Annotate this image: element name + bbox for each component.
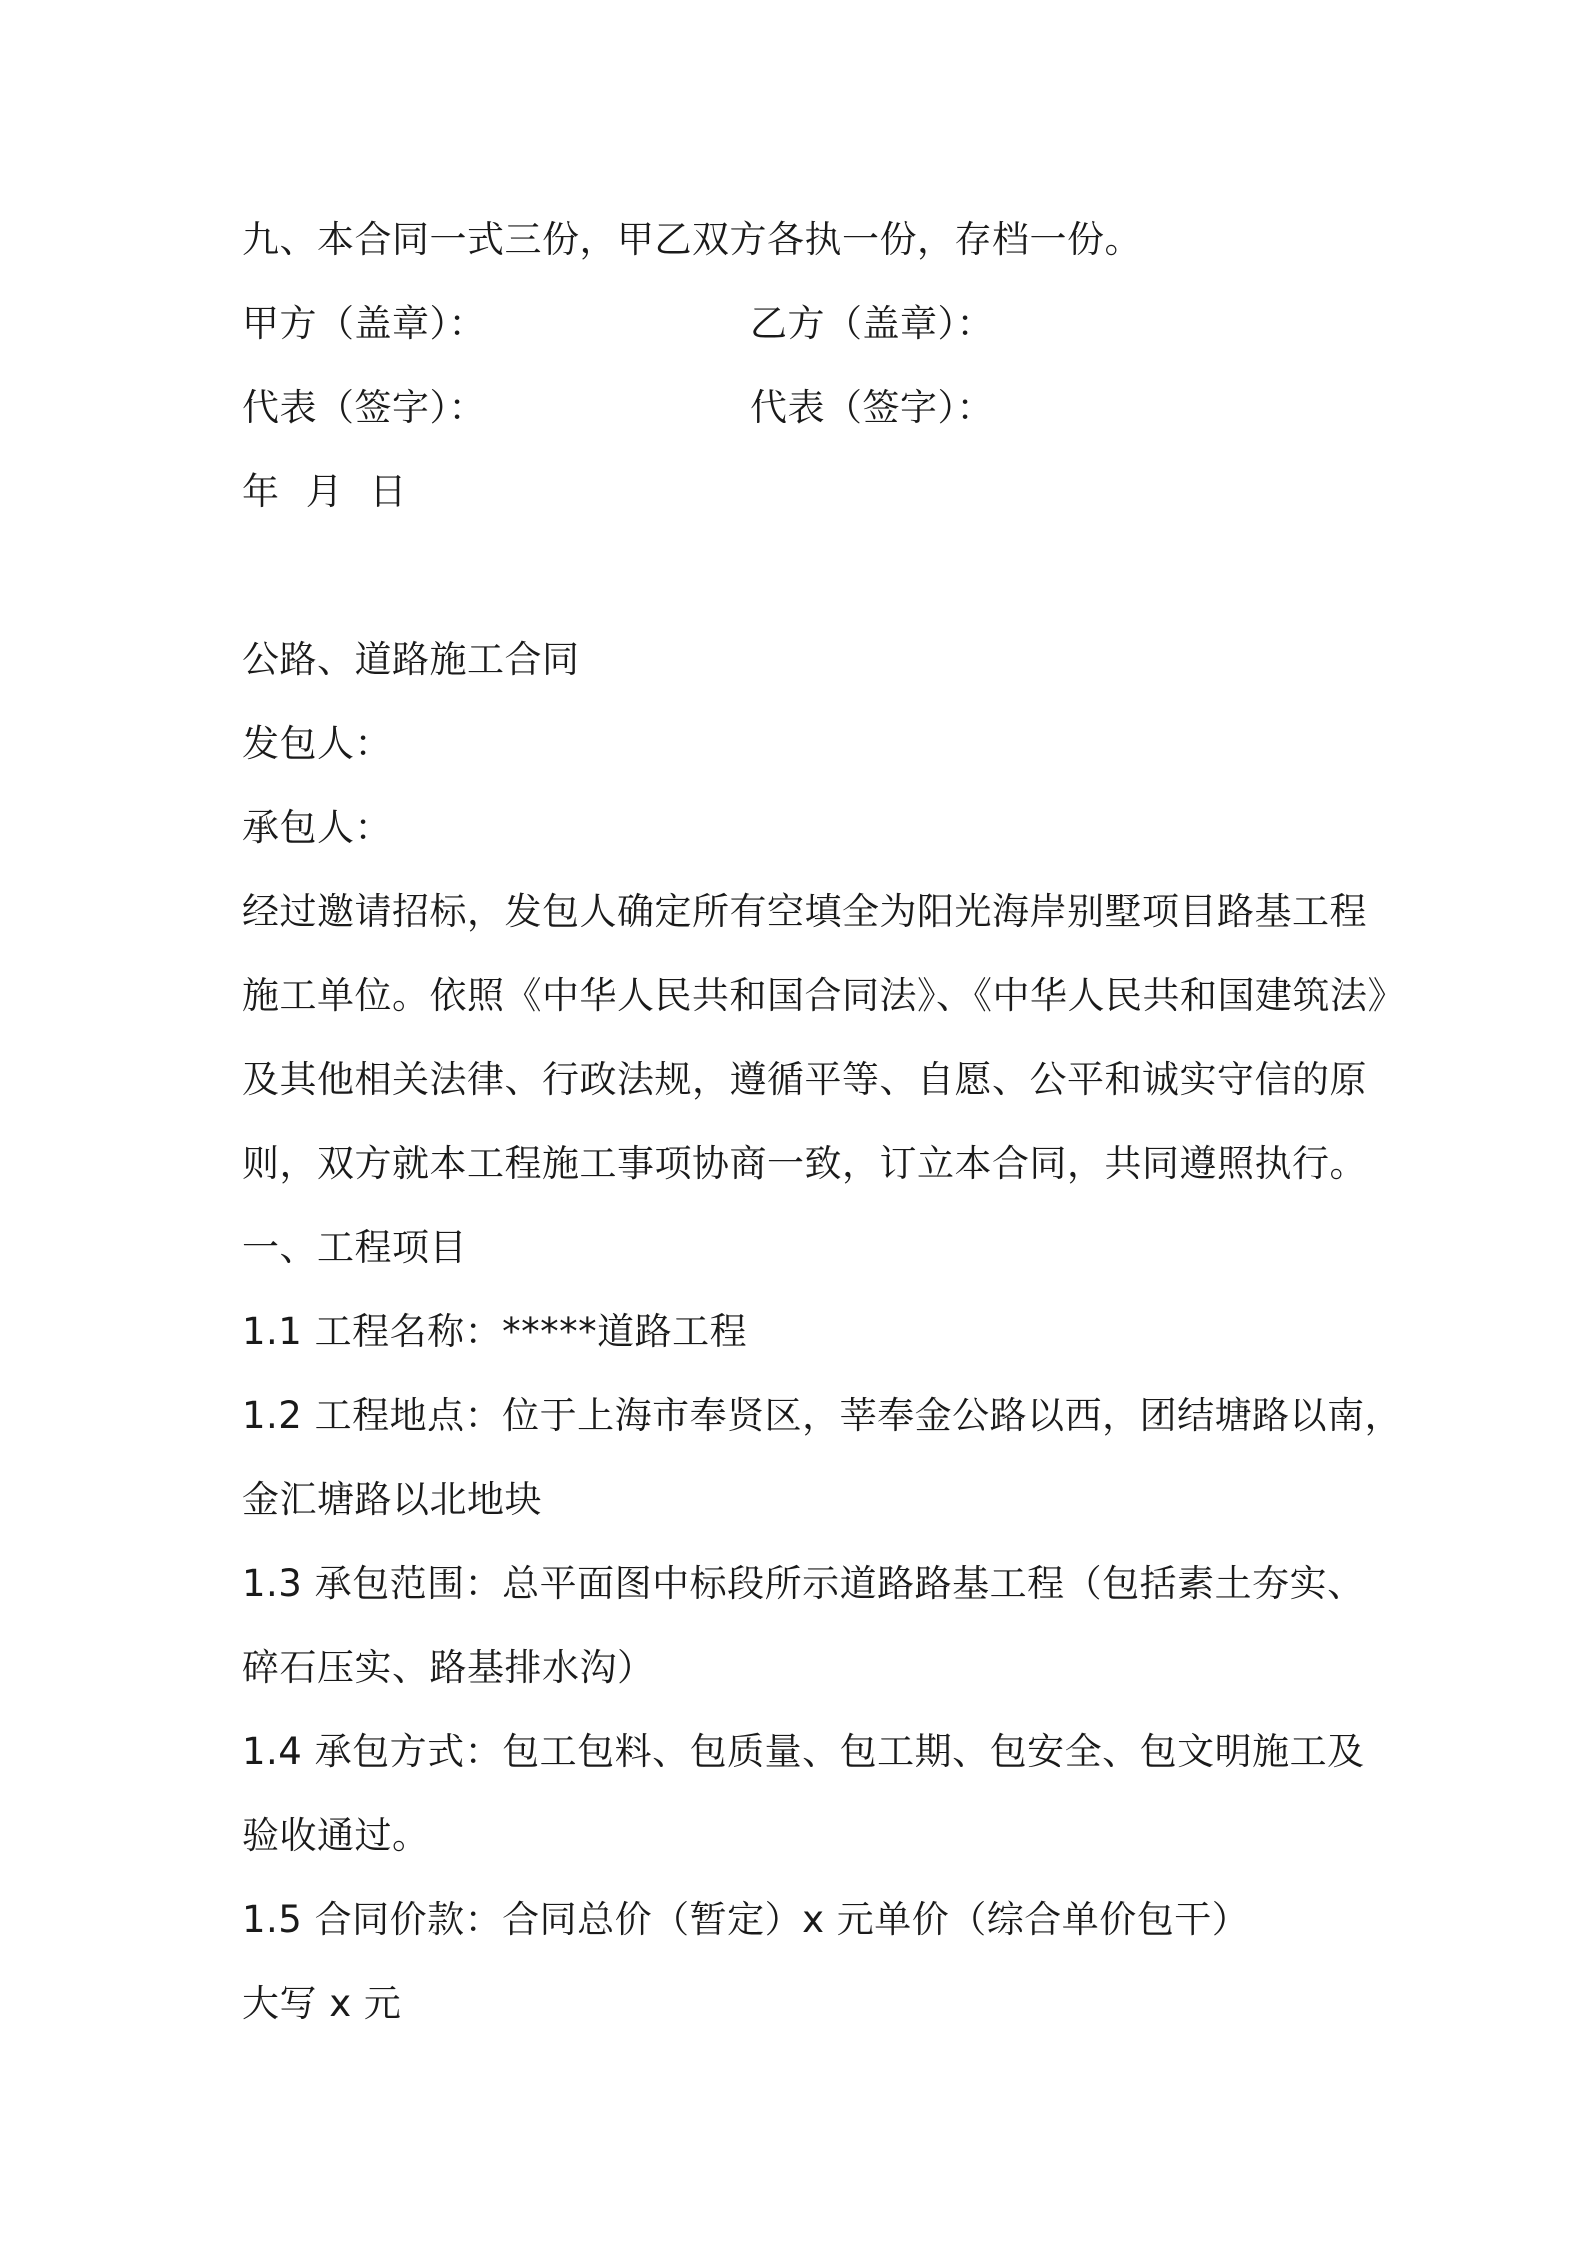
item-line: 金汇塘路以北地块 [242, 1478, 542, 1521]
preamble-paragraph [242, 870, 1405, 1206]
contractor-label: 承包人： [242, 806, 392, 849]
preamble-line: 及其他相关法律、行政法规，遵循平等、自愿、公平和诚实守信的原 [242, 1058, 1367, 1101]
item-1-2-project-location [242, 1374, 1403, 1542]
amount-in-words: 大写 x 元 [242, 1982, 402, 2025]
party-a-rep-label: 代表（签字）： [242, 386, 486, 429]
preamble-line: 经过邀请招标，发包人确定所有空填全为阳光海岸别墅项目路基工程 [242, 890, 1367, 933]
item-line: 1.2 工程地点：位于上海市奉贤区，莘奉金公路以西，团结塘路以南， [242, 1394, 1403, 1437]
item-line: 1.3 承包范围：总平面图中标段所示道路路基工程（包括素土夯实、 [242, 1562, 1365, 1605]
signature-date: 年 月 日 [242, 470, 408, 513]
item-1-3-scope [242, 1542, 1365, 1710]
item-line: 碎石压实、路基排水沟） [242, 1646, 655, 1689]
item-line: 验收通过。 [242, 1814, 430, 1857]
item-1-5-contract-price: 1.5 合同价款：合同总价（暂定）x 元单价（综合单价包干） [242, 1898, 1250, 1941]
preamble-line: 则，双方就本工程施工事项协商一致，订立本合同，共同遵照执行。 [242, 1142, 1367, 1185]
party-b-seal-label: 乙方（盖章）： [750, 302, 994, 345]
item-1-1-project-name: 1.1 工程名称：*****道路工程 [242, 1310, 748, 1353]
party-a-seal-label: 甲方（盖章）： [242, 302, 486, 345]
signature-row-representative [242, 366, 1362, 450]
party-b-rep-label: 代表（签字）： [750, 386, 994, 429]
section-one-heading: 一、工程项目 [242, 1226, 467, 1269]
section-spacer [242, 534, 1362, 618]
signature-row-seal [242, 282, 1362, 366]
item-line: 1.4 承包方式：包工包料、包质量、包工期、包安全、包文明施工及 [242, 1730, 1365, 1773]
item-1-4-contract-method [242, 1710, 1365, 1878]
clause-nine: 九、本合同一式三份，甲乙双方各执一份，存档一份。 [242, 218, 1142, 261]
document-body [242, 198, 1405, 2046]
contract-title: 公路、道路施工合同 [242, 638, 580, 681]
preamble-line: 施工单位。依照《中华人民共和国合同法》、《中华人民共和国建筑法》 [242, 974, 1405, 1017]
employer-label: 发包人： [242, 722, 392, 765]
